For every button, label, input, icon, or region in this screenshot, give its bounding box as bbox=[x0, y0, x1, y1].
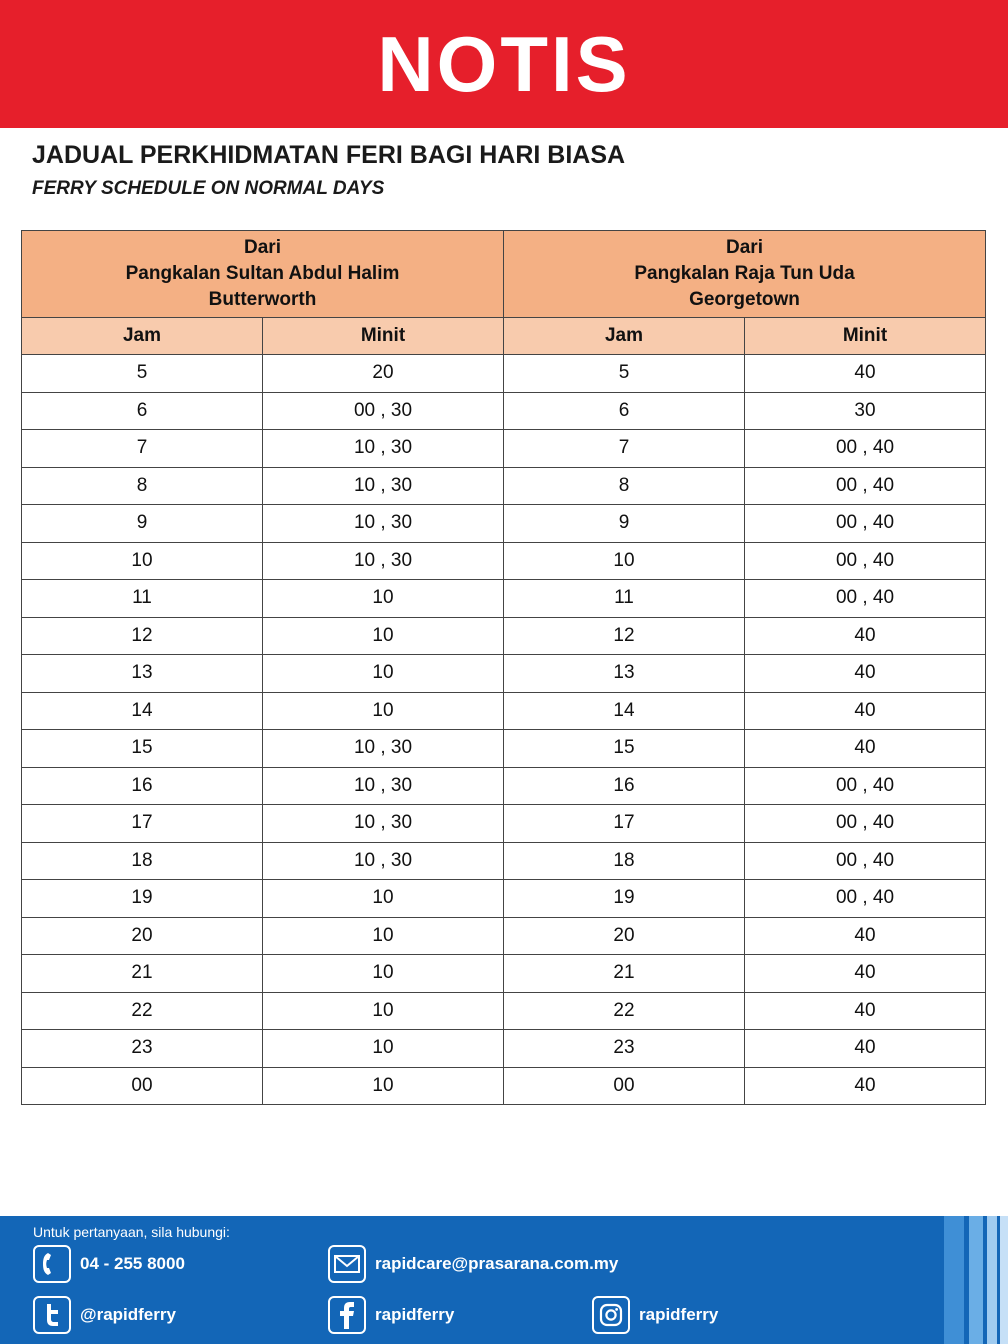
table-row bbox=[22, 992, 986, 1030]
twitter-icon bbox=[33, 1296, 71, 1334]
butterworth-minute-cell: 10 bbox=[263, 580, 504, 618]
phone-number: 04 - 255 8000 bbox=[80, 1254, 185, 1273]
butterworth-minute-cell: 10 , 30 bbox=[263, 542, 504, 580]
page-title: JADUAL PERKHIDMATAN FERI BAGI HARI BIASA bbox=[32, 141, 626, 169]
butterworth-hour-cell: 14 bbox=[22, 692, 263, 730]
georgetown-minute-cell: 40 bbox=[745, 692, 986, 730]
georgetown-hour-cell: 18 bbox=[504, 842, 745, 880]
origin-header-butterworth bbox=[22, 231, 504, 318]
butterworth-minute-cell: 10 bbox=[263, 917, 504, 955]
butterworth-hour-cell: 17 bbox=[22, 805, 263, 843]
origin-town-name: Butterworth bbox=[208, 289, 317, 310]
georgetown-hour-cell: 10 bbox=[504, 542, 745, 580]
banner-title: NOTIS bbox=[377, 20, 631, 108]
butterworth-hour-cell: 22 bbox=[22, 992, 263, 1030]
georgetown-hour-cell: 00 bbox=[504, 1067, 745, 1105]
georgetown-hour-cell: 19 bbox=[504, 880, 745, 918]
facebook-icon bbox=[328, 1296, 366, 1334]
butterworth-hour-cell: 10 bbox=[22, 542, 263, 580]
table-row bbox=[22, 430, 986, 468]
georgetown-minute-cell: 40 bbox=[745, 1030, 986, 1068]
georgetown-minute-cell: 00 , 40 bbox=[745, 580, 986, 618]
georgetown-minute-cell: 40 bbox=[745, 992, 986, 1030]
georgetown-hour-cell: 5 bbox=[504, 355, 745, 393]
georgetown-minute-cell: 40 bbox=[745, 917, 986, 955]
instagram-icon bbox=[592, 1296, 630, 1334]
origin-terminal-name: Pangkalan Sultan Abdul Halim bbox=[125, 263, 400, 284]
butterworth-minute-cell: 10 , 30 bbox=[263, 730, 504, 768]
butterworth-minute-cell: 10 , 30 bbox=[263, 467, 504, 505]
origin-from-label: Dari bbox=[726, 237, 763, 258]
georgetown-hour-cell: 22 bbox=[504, 992, 745, 1030]
footer-stripes bbox=[940, 1216, 1008, 1344]
butterworth-minute-cell: 10 bbox=[263, 692, 504, 730]
butterworth-hour-cell: 16 bbox=[22, 767, 263, 805]
georgetown-minute-cell: 30 bbox=[745, 392, 986, 430]
butterworth-minute-cell: 20 bbox=[263, 355, 504, 393]
butterworth-minute-cell: 10 bbox=[263, 1067, 504, 1105]
georgetown-minute-cell: 40 bbox=[745, 1067, 986, 1105]
georgetown-minute-cell: 00 , 40 bbox=[745, 542, 986, 580]
georgetown-hour-cell: 6 bbox=[504, 392, 745, 430]
butterworth-hour-cell: 8 bbox=[22, 467, 263, 505]
georgetown-minute-cell: 40 bbox=[745, 355, 986, 393]
table-row bbox=[22, 805, 986, 843]
georgetown-minute-cell: 00 , 40 bbox=[745, 880, 986, 918]
schedule-rows bbox=[22, 355, 986, 1105]
table-row bbox=[22, 542, 986, 580]
butterworth-hour-cell: 23 bbox=[22, 1030, 263, 1068]
butterworth-minute-cell: 10 bbox=[263, 955, 504, 993]
georgetown-hour-cell: 12 bbox=[504, 617, 745, 655]
georgetown-minute-cell: 00 , 40 bbox=[745, 805, 986, 843]
georgetown-hour-cell: 16 bbox=[504, 767, 745, 805]
georgetown-hour-cell: 7 bbox=[504, 430, 745, 468]
column-header-hour: Jam bbox=[22, 318, 263, 355]
table-row bbox=[22, 655, 986, 693]
georgetown-minute-cell: 00 , 40 bbox=[745, 505, 986, 543]
email-contact[interactable] bbox=[328, 1245, 618, 1283]
notice-banner bbox=[0, 0, 1008, 128]
butterworth-hour-cell: 9 bbox=[22, 505, 263, 543]
georgetown-hour-cell: 17 bbox=[504, 805, 745, 843]
table-row bbox=[22, 1030, 986, 1068]
table-row bbox=[22, 355, 986, 393]
facebook-contact[interactable] bbox=[328, 1296, 454, 1334]
butterworth-hour-cell: 7 bbox=[22, 430, 263, 468]
table-row bbox=[22, 580, 986, 618]
georgetown-minute-cell: 00 , 40 bbox=[745, 767, 986, 805]
butterworth-minute-cell: 00 , 30 bbox=[263, 392, 504, 430]
origin-terminal-name: Pangkalan Raja Tun Uda bbox=[634, 263, 855, 284]
butterworth-minute-cell: 10 , 30 bbox=[263, 505, 504, 543]
origin-from-label: Dari bbox=[244, 237, 281, 258]
georgetown-minute-cell: 00 , 40 bbox=[745, 842, 986, 880]
butterworth-minute-cell: 10 bbox=[263, 992, 504, 1030]
butterworth-hour-cell: 12 bbox=[22, 617, 263, 655]
origin-header-georgetown bbox=[504, 231, 986, 318]
butterworth-hour-cell: 13 bbox=[22, 655, 263, 693]
butterworth-hour-cell: 18 bbox=[22, 842, 263, 880]
butterworth-hour-cell: 6 bbox=[22, 392, 263, 430]
butterworth-hour-cell: 15 bbox=[22, 730, 263, 768]
origin-town-name: Georgetown bbox=[689, 289, 800, 310]
butterworth-hour-cell: 20 bbox=[22, 917, 263, 955]
ferry-schedule-table bbox=[21, 230, 986, 1105]
table-row bbox=[22, 692, 986, 730]
butterworth-hour-cell: 19 bbox=[22, 880, 263, 918]
georgetown-hour-cell: 20 bbox=[504, 917, 745, 955]
georgetown-hour-cell: 13 bbox=[504, 655, 745, 693]
table-row bbox=[22, 917, 986, 955]
butterworth-hour-cell: 00 bbox=[22, 1067, 263, 1105]
table-row bbox=[22, 842, 986, 880]
butterworth-minute-cell: 10 bbox=[263, 617, 504, 655]
butterworth-minute-cell: 10 , 30 bbox=[263, 805, 504, 843]
instagram-contact[interactable] bbox=[592, 1296, 718, 1334]
table-row bbox=[22, 955, 986, 993]
georgetown-minute-cell: 00 , 40 bbox=[745, 430, 986, 468]
butterworth-hour-cell: 5 bbox=[22, 355, 263, 393]
butterworth-minute-cell: 10 , 30 bbox=[263, 430, 504, 468]
georgetown-minute-cell: 40 bbox=[745, 617, 986, 655]
column-header-minute: Minit bbox=[263, 318, 504, 355]
phone-contact[interactable] bbox=[33, 1245, 185, 1283]
table-row bbox=[22, 617, 986, 655]
georgetown-minute-cell: 40 bbox=[745, 655, 986, 693]
table-row bbox=[22, 880, 986, 918]
georgetown-hour-cell: 9 bbox=[504, 505, 745, 543]
georgetown-hour-cell: 21 bbox=[504, 955, 745, 993]
instagram-handle: rapidferry bbox=[639, 1305, 719, 1324]
georgetown-hour-cell: 8 bbox=[504, 467, 745, 505]
table-row bbox=[22, 467, 986, 505]
butterworth-hour-cell: 11 bbox=[22, 580, 263, 618]
table-row bbox=[22, 730, 986, 768]
georgetown-hour-cell: 15 bbox=[504, 730, 745, 768]
butterworth-minute-cell: 10 , 30 bbox=[263, 767, 504, 805]
butterworth-minute-cell: 10 bbox=[263, 655, 504, 693]
georgetown-minute-cell: 00 , 40 bbox=[745, 467, 986, 505]
mail-icon bbox=[328, 1245, 366, 1283]
page-subtitle: FERRY SCHEDULE ON NORMAL DAYS bbox=[32, 178, 385, 199]
butterworth-minute-cell: 10 , 30 bbox=[263, 842, 504, 880]
contact-label: Untuk pertanyaan, sila hubungi: bbox=[33, 1224, 230, 1240]
twitter-handle: @rapidferry bbox=[80, 1305, 176, 1324]
facebook-handle: rapidferry bbox=[375, 1305, 455, 1324]
column-header-hour: Jam bbox=[504, 318, 745, 355]
butterworth-minute-cell: 10 bbox=[263, 1030, 504, 1068]
table-row bbox=[22, 767, 986, 805]
georgetown-hour-cell: 11 bbox=[504, 580, 745, 618]
table-row bbox=[22, 392, 986, 430]
twitter-contact[interactable] bbox=[33, 1296, 176, 1334]
georgetown-hour-cell: 14 bbox=[504, 692, 745, 730]
georgetown-minute-cell: 40 bbox=[745, 730, 986, 768]
phone-icon bbox=[33, 1245, 71, 1283]
email-address: rapidcare@prasarana.com.my bbox=[375, 1254, 619, 1273]
column-header-minute: Minit bbox=[745, 318, 986, 355]
georgetown-minute-cell: 40 bbox=[745, 955, 986, 993]
table-row bbox=[22, 505, 986, 543]
butterworth-minute-cell: 10 bbox=[263, 880, 504, 918]
georgetown-hour-cell: 23 bbox=[504, 1030, 745, 1068]
butterworth-hour-cell: 21 bbox=[22, 955, 263, 993]
table-row bbox=[22, 1067, 986, 1105]
